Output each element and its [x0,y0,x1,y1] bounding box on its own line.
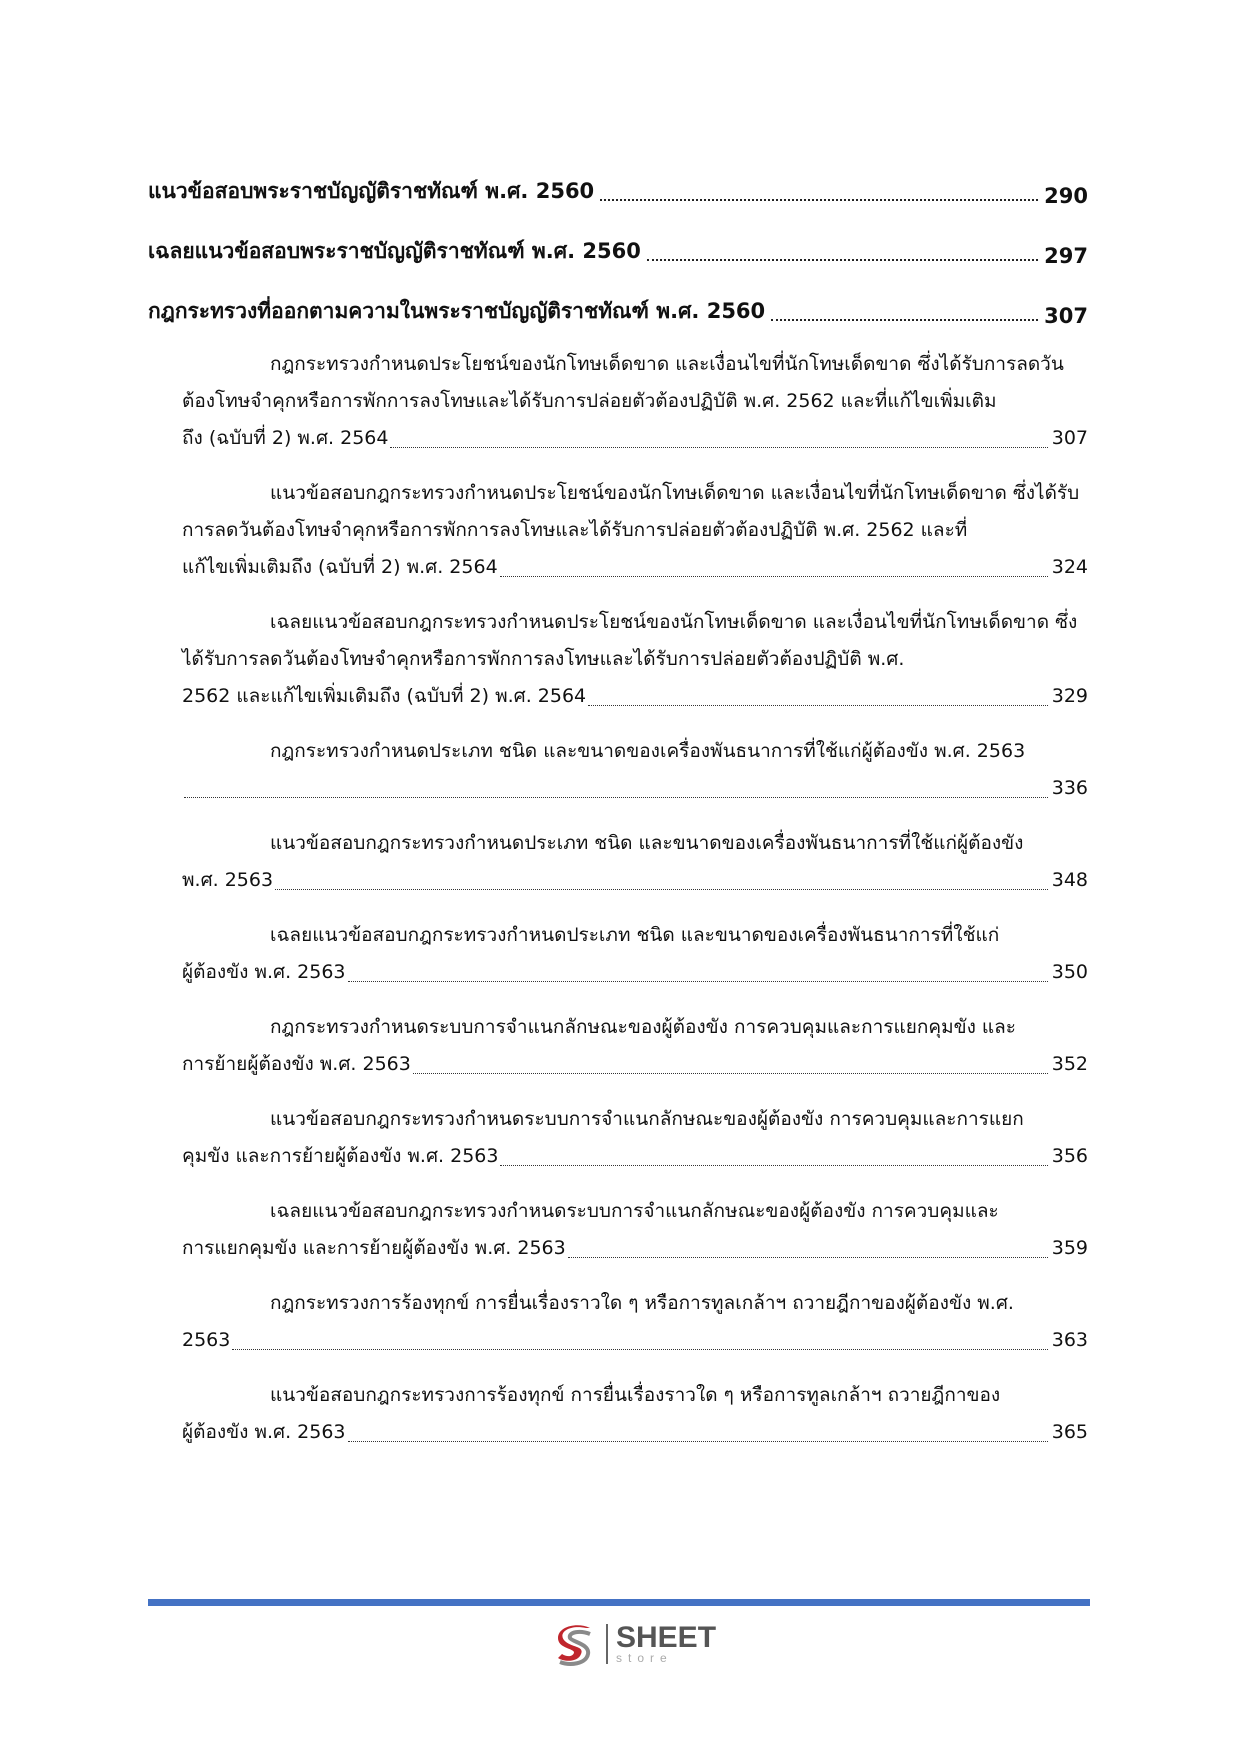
leader-dots [568,1257,1048,1258]
toc-page-number: 290 [1044,184,1088,208]
toc-subentry-text-end: ผู้ต้องขัง พ.ศ. 2563 [182,961,346,983]
toc-subentry-text: กฎกระทรวงกำหนดระบบการจำแนกลักษณะของผู้ต้องขัง การควบคุมและการแยกคุมขัง และ [270,1016,1017,1038]
toc-subentry[interactable] [182,733,1088,807]
logo-brand-sub: store [616,1651,673,1665]
toc-subentry-text: แนวข้อสอบกฎกระทรวงกำหนดระบบการจำแนกลักษณะของผู้ต้องขัง การควบคุมและการแยก [270,1108,1024,1130]
toc-page-number: 297 [1044,244,1088,268]
toc-page-number: 307 [1044,304,1088,328]
sheet-store-logo [550,1620,716,1668]
leader-dots [500,1165,1047,1166]
toc-subentry[interactable] [182,825,1088,899]
leader-dots [275,889,1048,890]
table-of-contents [148,148,1088,1451]
logo-separator [606,1624,608,1664]
toc-subentry-text-end: 2563 [182,1329,231,1351]
toc-subentry-text: กฎกระทรวงการร้องทุกข์ การยื่นเรื่องราวใด ๆ หรือการทูลเกล้าฯ ถวายฎีกาของผู้ต้องขัง พ.ศ. [270,1292,1014,1314]
leader-dots [390,447,1047,448]
toc-entry-title: แนวข้อสอบพระราชบัญญัติราชทัณฑ์ พ.ศ. 2560 [148,179,595,203]
footer-rule [148,1599,1090,1606]
toc-subentry[interactable] [182,604,1088,715]
toc-subentry-text-end: แก้ไขเพิ่มเติมถึง (ฉบับที่ 2) พ.ศ. 2564 [182,556,498,578]
toc-page-number: 352 [1051,1053,1088,1075]
toc-subentry-text-end: ถึง (ฉบับที่ 2) พ.ศ. 2564 [182,427,389,449]
toc-subentry-text: แนวข้อสอบกฎกระทรวงกำหนดประเภท ชนิด และขนาดของเครื่องพันธนาการที่ใช้แก่ผู้ต้องขัง [270,832,1024,854]
toc-subentry-text: แนวข้อสอบกฎกระทรวงกำหนดประโยชน์ของนักโทษเด็ดขาด และเงื่อนไขที่นักโทษเด็ดขาด ซึ่งได้รับการลดวันต้องโทษจำคุกหรือการพักการลงโทษและได้รับการปล่อยตัวต้องปฏิบัติ พ.ศ. 2562 และที่ [182,482,1080,541]
toc-subentry[interactable] [182,1101,1088,1175]
toc-page-number: 359 [1051,1237,1088,1259]
leader-dots [348,1441,1048,1442]
toc-page-number: 365 [1051,1421,1088,1443]
toc-subentry-text: เฉลยแนวข้อสอบกฎกระทรวงกำหนดระบบการจำแนกลักษณะของผู้ต้องขัง การควบคุมและ [270,1200,999,1222]
toc-subentry[interactable] [182,475,1088,586]
sheet-store-logo-icon [550,1620,598,1668]
leader-dots [348,981,1048,982]
toc-entry-title: เฉลยแนวข้อสอบพระราชบัญญัติราชทัณฑ์ พ.ศ. 2560 [148,239,641,263]
toc-subentry-text-end: 2562 และแก้ไขเพิ่มเติมถึง (ฉบับที่ 2) พ.ศ. 2564 [182,685,587,707]
leader-dots [500,576,1048,577]
toc-entry-title: กฎกระทรวงที่ออกตามความในพระราชบัญญัติราชทัณฑ์ พ.ศ. 2560 [148,299,766,323]
leader-dots [588,705,1048,706]
toc-subentry[interactable] [182,1285,1088,1359]
toc-subentry[interactable] [182,1009,1088,1083]
toc-subentry[interactable] [182,917,1088,991]
toc-subentry-text-end: พ.ศ. 2563 [182,869,274,891]
toc-entry[interactable] [148,268,1088,328]
toc-page-number: 329 [1051,685,1088,707]
toc-entry[interactable] [148,208,1088,268]
toc-subentry-text: กฎกระทรวงกำหนดประเภท ชนิด และขนาดของเครื่องพันธนาการที่ใช้แก่ผู้ต้องขัง พ.ศ. 2563 [270,740,1026,762]
toc-subentry-text: แนวข้อสอบกฎกระทรวงการร้องทุกข์ การยื่นเรื่องราวใด ๆ หรือการทูลเกล้าฯ ถวายฎีกาของ [270,1384,1001,1406]
leader-dots [184,797,1048,798]
leader-dots [771,319,1038,321]
leader-dots [600,199,1038,201]
leader-dots [232,1349,1047,1350]
toc-subentry-text: เฉลยแนวข้อสอบกฎกระทรวงกำหนดประเภท ชนิด และขนาดของเครื่องพันธนาการที่ใช้แก่ [270,924,1000,946]
toc-page-number: 348 [1051,869,1088,891]
toc-page-number: 336 [1051,777,1088,799]
toc-page-number: 356 [1051,1145,1088,1167]
toc-subentry[interactable] [182,1193,1088,1267]
toc-subentry-text-end: การย้ายผู้ต้องขัง พ.ศ. 2563 [182,1053,411,1075]
toc-subentry-text-end: คุมขัง และการย้ายผู้ต้องขัง พ.ศ. 2563 [182,1145,499,1167]
toc-subentry[interactable] [182,346,1088,457]
toc-subentry-text-end: การแยกคุมขัง และการย้ายผู้ต้องขัง พ.ศ. 2563 [182,1237,566,1259]
leader-dots [647,259,1038,261]
toc-subentry[interactable] [182,1377,1088,1451]
toc-entry[interactable] [148,148,1088,208]
toc-subentry-text-end: ผู้ต้องขัง พ.ศ. 2563 [182,1421,346,1443]
toc-page-number: 363 [1051,1329,1088,1351]
logo-brand: SHEET [616,1621,717,1654]
toc-page-number: 324 [1051,556,1088,578]
toc-page-number: 307 [1051,427,1088,449]
leader-dots [413,1073,1048,1074]
toc-page-number: 350 [1051,961,1088,983]
toc-subentry-text: เฉลยแนวข้อสอบกฎกระทรวงกำหนดประโยชน์ของนักโทษเด็ดขาด และเงื่อนไขที่นักโทษเด็ดขาด ซึ่งได้รับการลดวันต้องโทษจำคุกหรือการพักการลงโทษและได้รับการปล่อยตัวต้องปฏิบัติ พ.ศ. [182,611,1078,670]
toc-subentry-text: กฎกระทรวงกำหนดประโยชน์ของนักโทษเด็ดขาด และเงื่อนไขที่นักโทษเด็ดขาด ซึ่งได้รับการลดวันต้องโทษจำคุกหรือการพักการลงโทษและได้รับการปล่อยตัวต้องปฏิบัติ พ.ศ. 2562 และที่แก้ไขเพิ่มเติม [182,353,1064,412]
